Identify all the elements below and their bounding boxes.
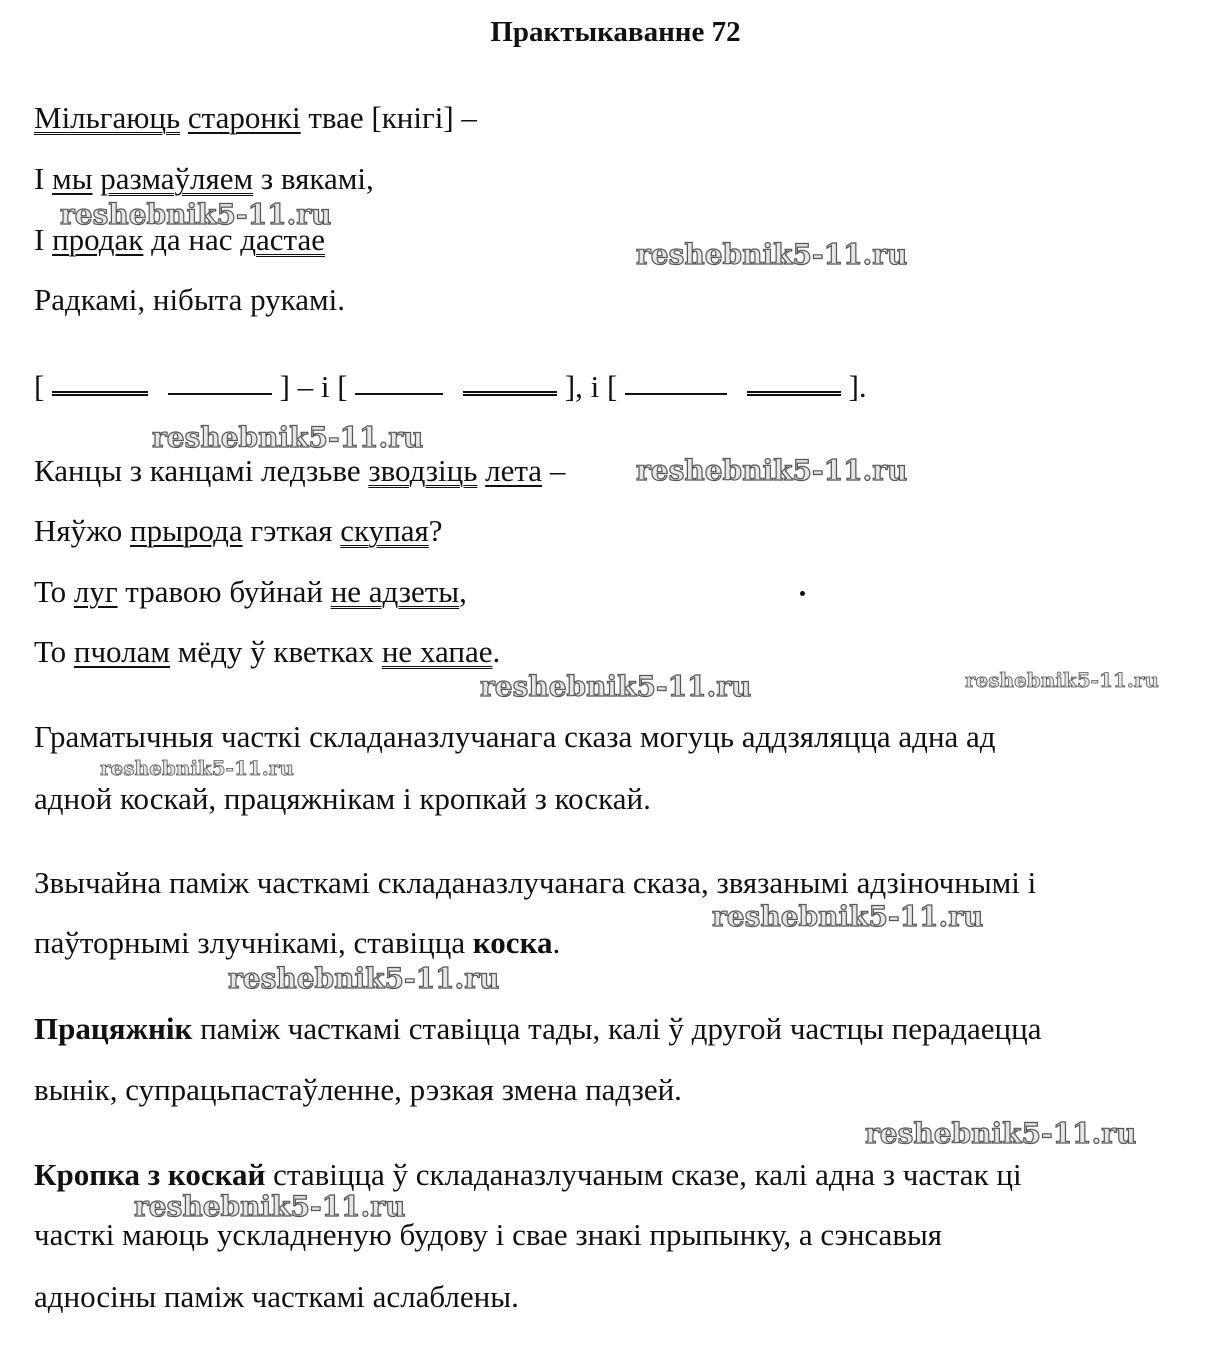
subject: пчолам [73,634,170,669]
subject: старонкі [187,100,301,135]
subject: мы [52,161,93,196]
scheme-bracket: [ [34,369,45,404]
watermark: reshebnik5-11.ru [636,238,908,271]
rule2-line2 [34,925,560,961]
line-text: . [492,634,501,669]
predicate-blank [747,391,841,396]
scheme-bracket: ]. [848,369,867,404]
predicate: Мільгаюць [34,100,181,135]
line-text: да нас [143,222,241,257]
watermark: reshebnik5-11.ru [60,198,332,231]
line-text: То [34,574,74,609]
line-text: . [552,925,561,960]
predicate-blank [463,391,557,396]
line-text: ставіцца ў складаназлучаным сказе, калі адна з частак ці [265,1157,1022,1192]
watermark: reshebnik5-11.ru [636,454,908,487]
sentence-scheme [34,369,867,405]
subject: луг [73,574,118,609]
line-text: гэткая [242,513,341,548]
watermark: reshebnik5-11.ru [134,1190,406,1223]
poem2-line2 [34,513,443,549]
scheme-separator: ], і [ [564,369,618,404]
line-text: – [542,453,566,488]
predicate: размаўляем [100,161,254,196]
subject: лета [485,453,543,488]
line-text: , [459,574,467,609]
predicate-blank [52,391,148,396]
rule3-line2: вынік, супрацьпастаўленне, рэзкая змена падзей. [34,1072,682,1107]
line-text: ? [428,513,443,548]
scheme-separator: ] – і [ [279,369,348,404]
subject-blank [355,393,443,395]
rule1-line1: Граматычныя часткі складаназлучанага сказа могуць аддзяляцца адна ад [34,719,996,754]
line-text: з вякамі, [253,161,374,196]
subject: прырода [130,513,243,548]
watermark: reshebnik5-11.ru [480,670,752,703]
poem1-line2 [34,161,374,197]
rule3-line1 [34,1011,1041,1047]
rule4-line2: часткі маюць ускладненую будову і свае знакі прыпынку, а сэнсавыя [34,1217,943,1252]
watermark: reshebnik5-11.ru [100,756,294,780]
term-dash: Працяжнік [34,1011,193,1046]
predicate: зводзіць [368,453,478,488]
subject: продак [52,222,144,257]
line-text: То [34,634,74,669]
predicate: дастае [240,222,326,257]
line-text: Няўжо [34,513,131,548]
poem1-line4: Радкамі, нібыта рукамі. [34,282,346,317]
poem2-line1 [34,453,565,489]
line-text: паміж часткамі ставіцца тады, калі ў другой частцы перадаецца [192,1011,1042,1046]
subject-blank [625,393,727,395]
rule4-line3: адносіны паміж часткамі аслаблены. [34,1279,519,1314]
predicate: не адзеты [330,574,460,609]
term-semicolon: Кропка з коскай [34,1157,266,1192]
stray-dot [800,591,805,596]
term-comma: коска [472,925,553,960]
watermark: reshebnik5-11.ru [712,900,984,933]
line-text: травою буйнай [117,574,331,609]
watermark: reshebnik5-11.ru [965,668,1159,692]
rule2-line1: Звычайна паміж часткамі складаназлучанага сказа, звязанымі адзіночнымі і [34,865,1037,900]
subject-blank [168,393,272,395]
poem2-line4 [34,634,500,670]
line-text: паўторнымі злучнікамі, ставіцца [34,925,473,960]
page-title: Практыкаванне 72 [490,16,741,48]
line-text: тваe [кнігі] – [300,100,477,135]
predicate: не хапае [381,634,493,669]
poem2-line3 [34,574,467,610]
line-text: Канцы з канцамі ледзьве [34,453,369,488]
rule1-line2: адной коскай, працяжнікам і кропкай з коскай. [34,781,651,816]
line-text: мёду ў кветках [169,634,382,669]
predicate: скупая [340,513,429,548]
rule4-line1 [34,1157,1022,1193]
watermark: reshebnik5-11.ru [865,1117,1137,1150]
watermark: reshebnik5-11.ru [152,421,424,454]
line-text: І [34,161,53,196]
watermark: reshebnik5-11.ru [228,962,500,995]
line-text: І [34,222,53,257]
poem1-line1 [34,100,477,136]
